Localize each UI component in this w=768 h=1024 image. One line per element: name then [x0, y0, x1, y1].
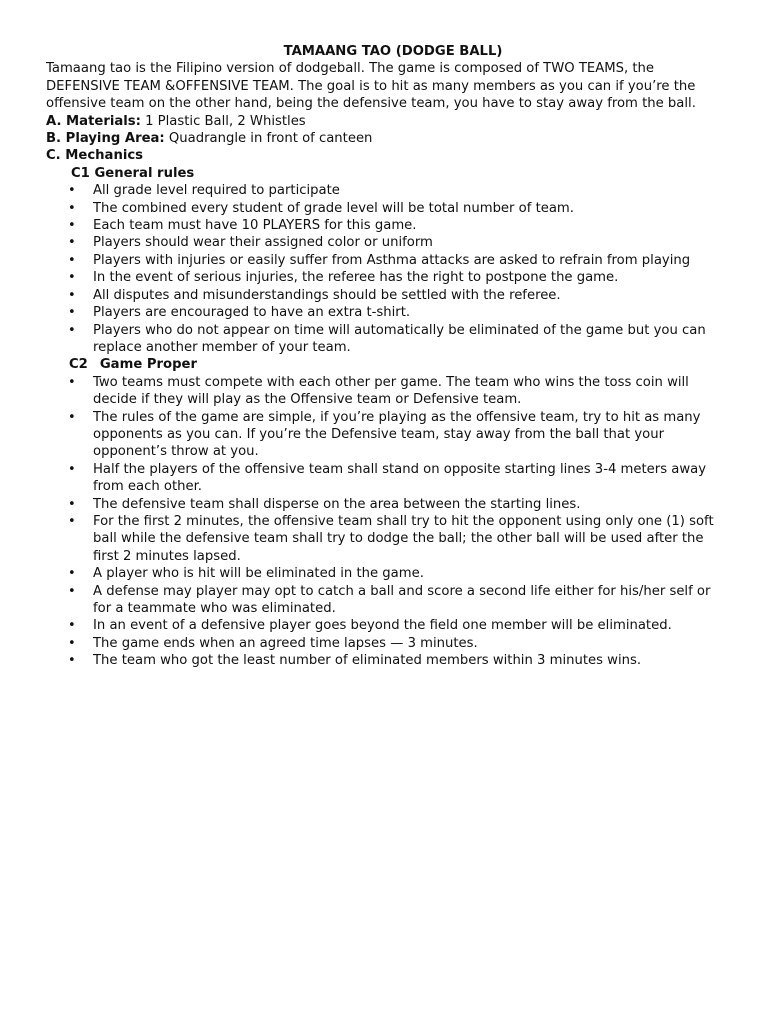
list-item-text: The game ends when an agreed time lapses — 3 minutes.	[93, 635, 478, 651]
list-item	[46, 304, 728, 321]
list-item-text: For the first 2 minutes, the offensive team shall try to hit the opponent using only one (1) soft ball while the defensive team shall try to dodge the ball; the other ball will be used after the first 2 minutes lapsed.	[93, 513, 714, 564]
list-item-text: In an event of a defensive player goes beyond the field one member will be eliminated.	[93, 618, 672, 634]
playing-area-value: Quadrangle in front of canteen	[164, 131, 373, 147]
bullet-icon: •	[68, 200, 76, 216]
mechanics-heading	[46, 147, 728, 164]
list-item	[46, 461, 728, 496]
list-item-text: A defense may player may opt to catch a ball and score a second life either for his/her self or for a teammate who was eliminated.	[93, 583, 711, 616]
bullet-icon: •	[68, 566, 76, 582]
bullet-icon: •	[68, 618, 76, 634]
document-title: TAMAANG TAO (DODGE BALL)	[283, 44, 503, 59]
general-rules-heading: C1 General rules	[71, 165, 195, 181]
bullet-icon: •	[68, 635, 76, 651]
list-item	[46, 269, 728, 286]
list-item-text: A player who is hit will be eliminated in the game.	[93, 566, 424, 582]
bullet-icon: •	[68, 252, 76, 268]
list-item-text: All disputes and misunderstandings should be settled with the referee.	[93, 287, 561, 303]
bullet-icon: •	[68, 583, 76, 599]
list-item	[46, 617, 728, 634]
list-item	[46, 583, 728, 618]
list-item-text: The rules of the game are simple, if you’re playing as the offensive team, try to hit as many opponents as you can. If you’re the Defensive team, stay away from the ball that your opponent’s throw at you.	[93, 409, 701, 460]
list-item	[46, 565, 728, 582]
list-item	[46, 217, 728, 234]
game-proper-code: C2	[69, 357, 88, 373]
materials-line	[46, 113, 728, 130]
list-item-text: The combined every student of grade level will be total number of team.	[93, 200, 574, 216]
bullet-icon: •	[68, 235, 76, 251]
mechanics-label: C. Mechanics	[46, 148, 144, 164]
game-proper-heading	[46, 356, 728, 373]
list-item-text: The team who got the least number of eliminated members within 3 minutes wins.	[93, 653, 642, 669]
playing-area-label: B. Playing Area:	[46, 131, 165, 147]
list-item	[46, 252, 728, 269]
list-item	[46, 234, 728, 251]
document-page	[46, 43, 728, 670]
bullet-icon: •	[68, 183, 76, 199]
list-item-text: In the event of serious injuries, the referee has the right to postpone the game.	[93, 270, 619, 286]
general-rules-list	[46, 182, 728, 356]
list-item-text: Two teams must compete with each other per game. The team who wins the toss coin will decide if they will play as the Offensive team or Defensive team.	[93, 374, 689, 408]
bullet-icon: •	[68, 496, 76, 512]
list-item-text: Each team must have 10 PLAYERS for this game.	[93, 218, 417, 234]
materials-value: 1 Plastic Ball, 2 Whistles	[140, 113, 306, 129]
list-item-text: Players with injuries or easily suffer from Asthma attacks are asked to refrain from playing	[93, 252, 691, 268]
game-proper-list	[46, 374, 728, 670]
list-item-text: Players are encouraged to have an extra t-shirt.	[93, 305, 411, 321]
list-item	[46, 374, 728, 409]
bullet-icon: •	[68, 305, 76, 321]
list-item	[46, 652, 728, 669]
list-item	[46, 409, 728, 461]
list-item	[46, 496, 728, 513]
bullet-icon: •	[68, 461, 76, 477]
bullet-icon: •	[68, 374, 76, 390]
list-item-text: Half the players of the offensive team shall stand on opposite starting lines 3-4 meters away from each other.	[93, 461, 707, 495]
bullet-icon: •	[68, 270, 76, 286]
bullet-icon: •	[68, 653, 76, 669]
game-proper-label: Game Proper	[99, 357, 197, 373]
list-item	[46, 635, 728, 652]
list-item-text: Players who do not appear on time will automatically be eliminated of the game but you can replace another member of your team.	[93, 322, 706, 355]
list-item	[46, 322, 728, 357]
list-item-text: The defensive team shall disperse on the area between the starting lines.	[93, 496, 581, 512]
bullet-icon: •	[68, 513, 76, 529]
playing-area-line	[46, 130, 728, 147]
materials-label: A. Materials:	[46, 113, 141, 129]
list-item-text: Players should wear their assigned color or uniform	[93, 235, 433, 251]
list-item-text: All grade level required to participate	[93, 183, 340, 199]
bullet-icon: •	[68, 287, 76, 303]
list-item	[46, 182, 728, 199]
list-item	[46, 513, 728, 565]
intro-paragraph: Tamaang tao is the Filipino version of dodgeball. The game is composed of TWO TEAMS, the DEFENSIVE TEAM &OFFENSIVE TEAM. The goal is to hit as many members as you can if you’re the offensive team on the other hand, being the defensive team, you have to stay away from the ball.	[46, 61, 696, 112]
bullet-icon: •	[68, 409, 76, 425]
list-item	[46, 200, 728, 217]
bullet-icon: •	[68, 218, 76, 234]
bullet-icon: •	[68, 322, 76, 338]
list-item	[46, 287, 728, 304]
